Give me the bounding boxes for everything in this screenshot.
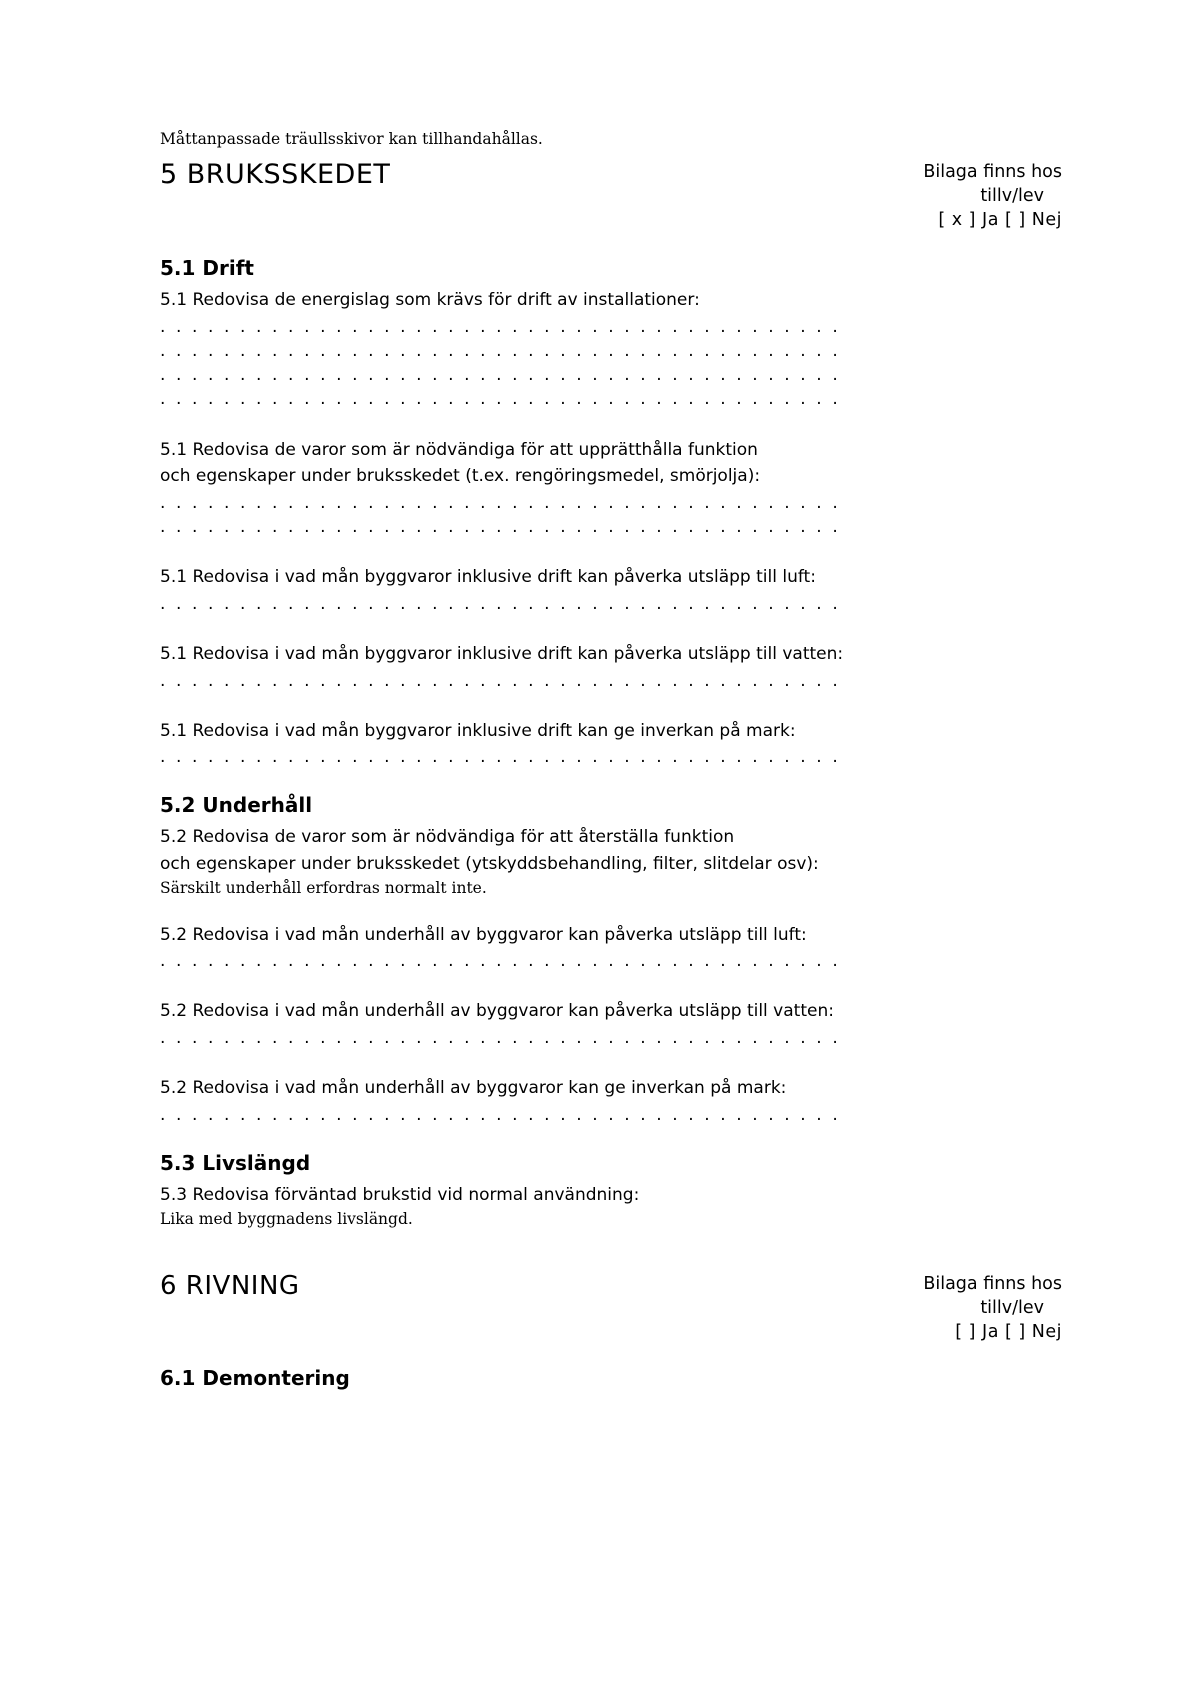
section-5-bilaga-block [852,160,1070,232]
bilaga-label-line1: Bilaga finns hos [923,1273,1062,1294]
bilaga-label-line2: tillv/lev [980,1297,1044,1318]
subsection-6-1-title: 6.1 Demontering [160,1366,350,1391]
question-5-2-a-line2: och egenskaper under bruksskedet (ytskyddsbehandling, filter, slitdelar osv): [160,854,819,875]
section-6-title: 6 RIVNING [160,1270,300,1301]
section-5-title: 5 BRUKSSKEDET [160,159,391,190]
bilaga-checkbox-row[interactable]: [ x ] Ja [ ] Nej [938,210,1062,231]
answer-line[interactable]: . . . . . . . . . . . . . . . . . . . . . . . . . . . . . . . . . . . . . . . . . . . [160,1028,841,1049]
answer-line[interactable]: . . . . . . . . . . . . . . . . . . . . . . . . . . . . . . . . . . . . . . . . . . . [160,951,841,972]
question-5-1-d: 5.1 Redovisa i vad mån byggvaror inklusive drift kan påverka utsläpp till vatten: [160,643,844,664]
answer-line[interactable]: . . . . . . . . . . . . . . . . . . . . . . . . . . . . . . . . . . . . . . . . . . . [160,516,841,537]
bilaga-checkbox-row[interactable]: [ ] Ja [ ] Nej [955,1321,1062,1342]
question-5-3-a: 5.3 Redovisa förväntad brukstid vid normal användning: [160,1184,640,1205]
answer-line[interactable]: . . . . . . . . . . . . . . . . . . . . . . . . . . . . . . . . . . . . . . . . . . . [160,593,841,614]
answer-line[interactable]: . . . . . . . . . . . . . . . . . . . . . . . . . . . . . . . . . . . . . . . . . . . [160,341,841,362]
question-5-1-b-line1: 5.1 Redovisa de varor som är nödvändiga för att upprätthålla funktion [160,439,758,460]
subsection-5-1-title: 5.1 Drift [160,256,254,281]
answer-line[interactable]: . . . . . . . . . . . . . . . . . . . . . . . . . . . . . . . . . . . . . . . . . . . [160,1104,841,1125]
question-5-1-a: 5.1 Redovisa de energislag som krävs för drift av installationer: [160,290,700,311]
section-6-header [160,1272,1070,1344]
answer-line[interactable]: . . . . . . . . . . . . . . . . . . . . . . . . . . . . . . . . . . . . . . . . . . . [160,365,841,386]
answer-5-2-a[interactable]: Särskilt underhåll erfordras normalt inte. [160,878,487,897]
answer-line[interactable]: . . . . . . . . . . . . . . . . . . . . . . . . . . . . . . . . . . . . . . . . . . . [160,747,841,768]
top-note: Måttanpassade träullsskivor kan tillhandahållas. [160,130,543,148]
answer-5-3-a[interactable]: Lika med byggnadens livslängd. [160,1209,413,1228]
section-6-bilaga-block [852,1272,1070,1344]
question-5-1-e: 5.1 Redovisa i vad mån byggvaror inklusive drift kan ge inverkan på mark: [160,720,796,741]
answer-line[interactable]: . . . . . . . . . . . . . . . . . . . . . . . . . . . . . . . . . . . . . . . . . . . [160,492,841,513]
answer-line[interactable]: . . . . . . . . . . . . . . . . . . . . . . . . . . . . . . . . . . . . . . . . . . . [160,670,841,691]
question-5-2-b: 5.2 Redovisa i vad mån underhåll av byggvaror kan påverka utsläpp till luft: [160,924,807,945]
subsection-5-2-title: 5.2 Underhåll [160,793,313,818]
section-5-header [160,160,1070,232]
question-5-1-c: 5.1 Redovisa i vad mån byggvaror inklusive drift kan påverka utsläpp till luft: [160,567,816,588]
question-5-2-a-line1: 5.2 Redovisa de varor som är nödvändiga för att återställa funktion [160,827,735,848]
bilaga-label-line2: tillv/lev [980,186,1044,207]
question-5-2-c: 5.2 Redovisa i vad mån underhåll av byggvaror kan påverka utsläpp till vatten: [160,1001,834,1022]
question-5-1-b-line2: och egenskaper under bruksskedet (t.ex. rengöringsmedel, smörjolja): [160,466,761,487]
subsection-5-3-title: 5.3 Livslängd [160,1150,311,1175]
answer-line[interactable]: . . . . . . . . . . . . . . . . . . . . . . . . . . . . . . . . . . . . . . . . . . . [160,317,841,338]
bilaga-label-line1: Bilaga finns hos [923,162,1062,182]
answer-line[interactable]: . . . . . . . . . . . . . . . . . . . . . . . . . . . . . . . . . . . . . . . . . . . [160,389,841,410]
question-5-2-d: 5.2 Redovisa i vad mån underhåll av byggvaror kan ge inverkan på mark: [160,1078,787,1099]
